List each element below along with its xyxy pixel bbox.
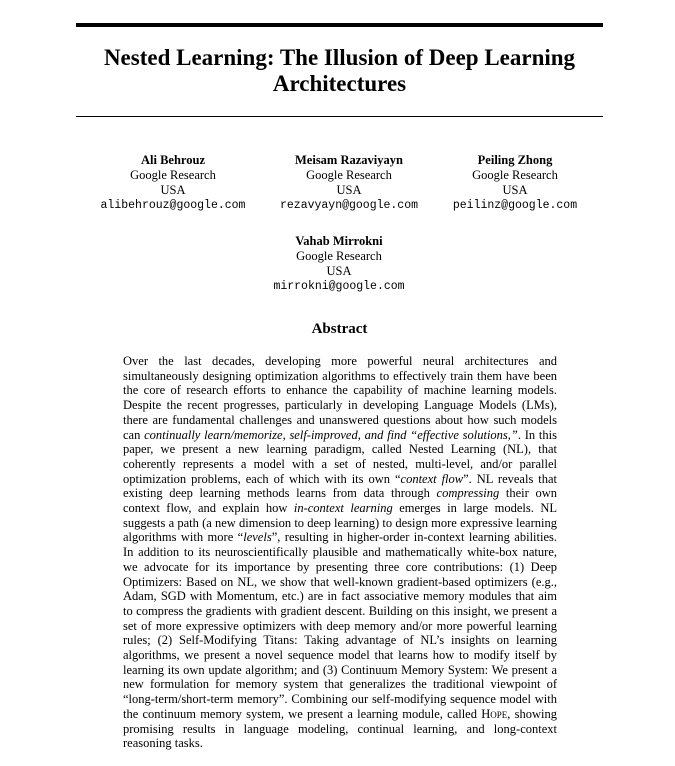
author-country: USA: [160, 183, 186, 197]
abstract-emphasis: context flow: [400, 471, 464, 486]
author-affiliation: Google Research: [472, 168, 558, 182]
abstract-emphasis: in-context learning: [293, 501, 393, 516]
paper-title: Nested Learning: The Illusion of Deep Learning Architectures: [103, 45, 576, 96]
abstract-emphasis: compressing: [436, 486, 500, 501]
author-block: [93, 153, 253, 213]
abstract-heading: Abstract: [311, 321, 368, 337]
author-affiliation: Google Research: [130, 168, 216, 182]
author-email: peilinz@google.com: [452, 199, 578, 212]
abstract-text: . In this paper, we present a new learning paradigm, called Nested Learning (NL), that coherently represents a model with a set of nested, multi-level, and/or parallel optimization problems, each of which with its own “: [123, 427, 557, 486]
author-block: [435, 153, 595, 213]
author-country: USA: [502, 183, 528, 197]
author-name: Meisam Razaviyayn: [295, 153, 403, 167]
abstract-body: [123, 354, 557, 751]
author-email: mirrokni@google.com: [273, 280, 405, 293]
abstract-emphasis: levels: [243, 530, 272, 545]
author-country: USA: [326, 264, 352, 278]
author-affiliation: Google Research: [296, 249, 382, 263]
author-name: Peiling Zhong: [477, 153, 553, 167]
abstract-text: their own context flow, and explain how: [123, 486, 557, 516]
abstract-text: emerges in large models. NL suggests a path (a new dimension to deep learning) to design more expressive learning algorithms with more “: [123, 501, 557, 545]
abstract-text: Over the last decades, developing more powerful neural architectures and simultaneously designing optimization algorithms to effectively train them have been the core of research efforts to enhance the capability of machine learning models. Despite the recent progresses, particularly in developing Language Models (LMs), there are fundamental challenges and unanswered questions about how such models can: [123, 354, 557, 442]
author-block: [259, 234, 419, 294]
author-email: alibehrouz@google.com: [100, 199, 246, 212]
hope-module-name: Hope: [481, 706, 508, 721]
author-block: [269, 153, 429, 213]
abstract-emphasis: continually learn/memorize, self-improved, and find “effective solutions,”: [144, 427, 518, 442]
author-email: rezavyayn@google.com: [279, 199, 419, 212]
abstract-text: , showing promising results in language modeling, continual learning, and long-context reasoning tasks.: [123, 706, 557, 751]
author-affiliation: Google Research: [306, 168, 392, 182]
abstract-text: ”, resulting in higher-order in-context learning abilities. In addition to its neuroscientifically plausible and mathematically white-box nature, we advocate for its importance by presenting three core contributions: (1) Deep Optimizers: Based on NL, we show that well-known gradient-based optimizers (e.g., Adam, SGD with Momentum, etc.) are in fact associative memory modules that aim to compress the gradients with gradient descent. Building on this insight, we present a set of more expressive optimizers with deep memory and/or more powerful learning rules; (2) Self-Modifying Titans: Taking advantage of NL’s insights on learning algorithms, we present a novel sequence model that learns how to modify itself by learning its own update algorithm; and (3) Continuum Memory System: We present a new formulation for memory system that generalizes the traditional viewpoint of “long-term/short-term memory”. Combining our self-modifying sequence model with the continuum memory system, we present a learning module, called: [123, 530, 557, 721]
title-bottom-rule: [76, 116, 603, 117]
title-top-rule: [76, 23, 603, 27]
author-name: Vahab Mirrokni: [295, 234, 383, 248]
author-country: USA: [336, 183, 362, 197]
abstract-text: ”. NL reveals that existing deep learning methods learns from data through: [123, 471, 558, 501]
author-name: Ali Behrouz: [140, 153, 205, 167]
